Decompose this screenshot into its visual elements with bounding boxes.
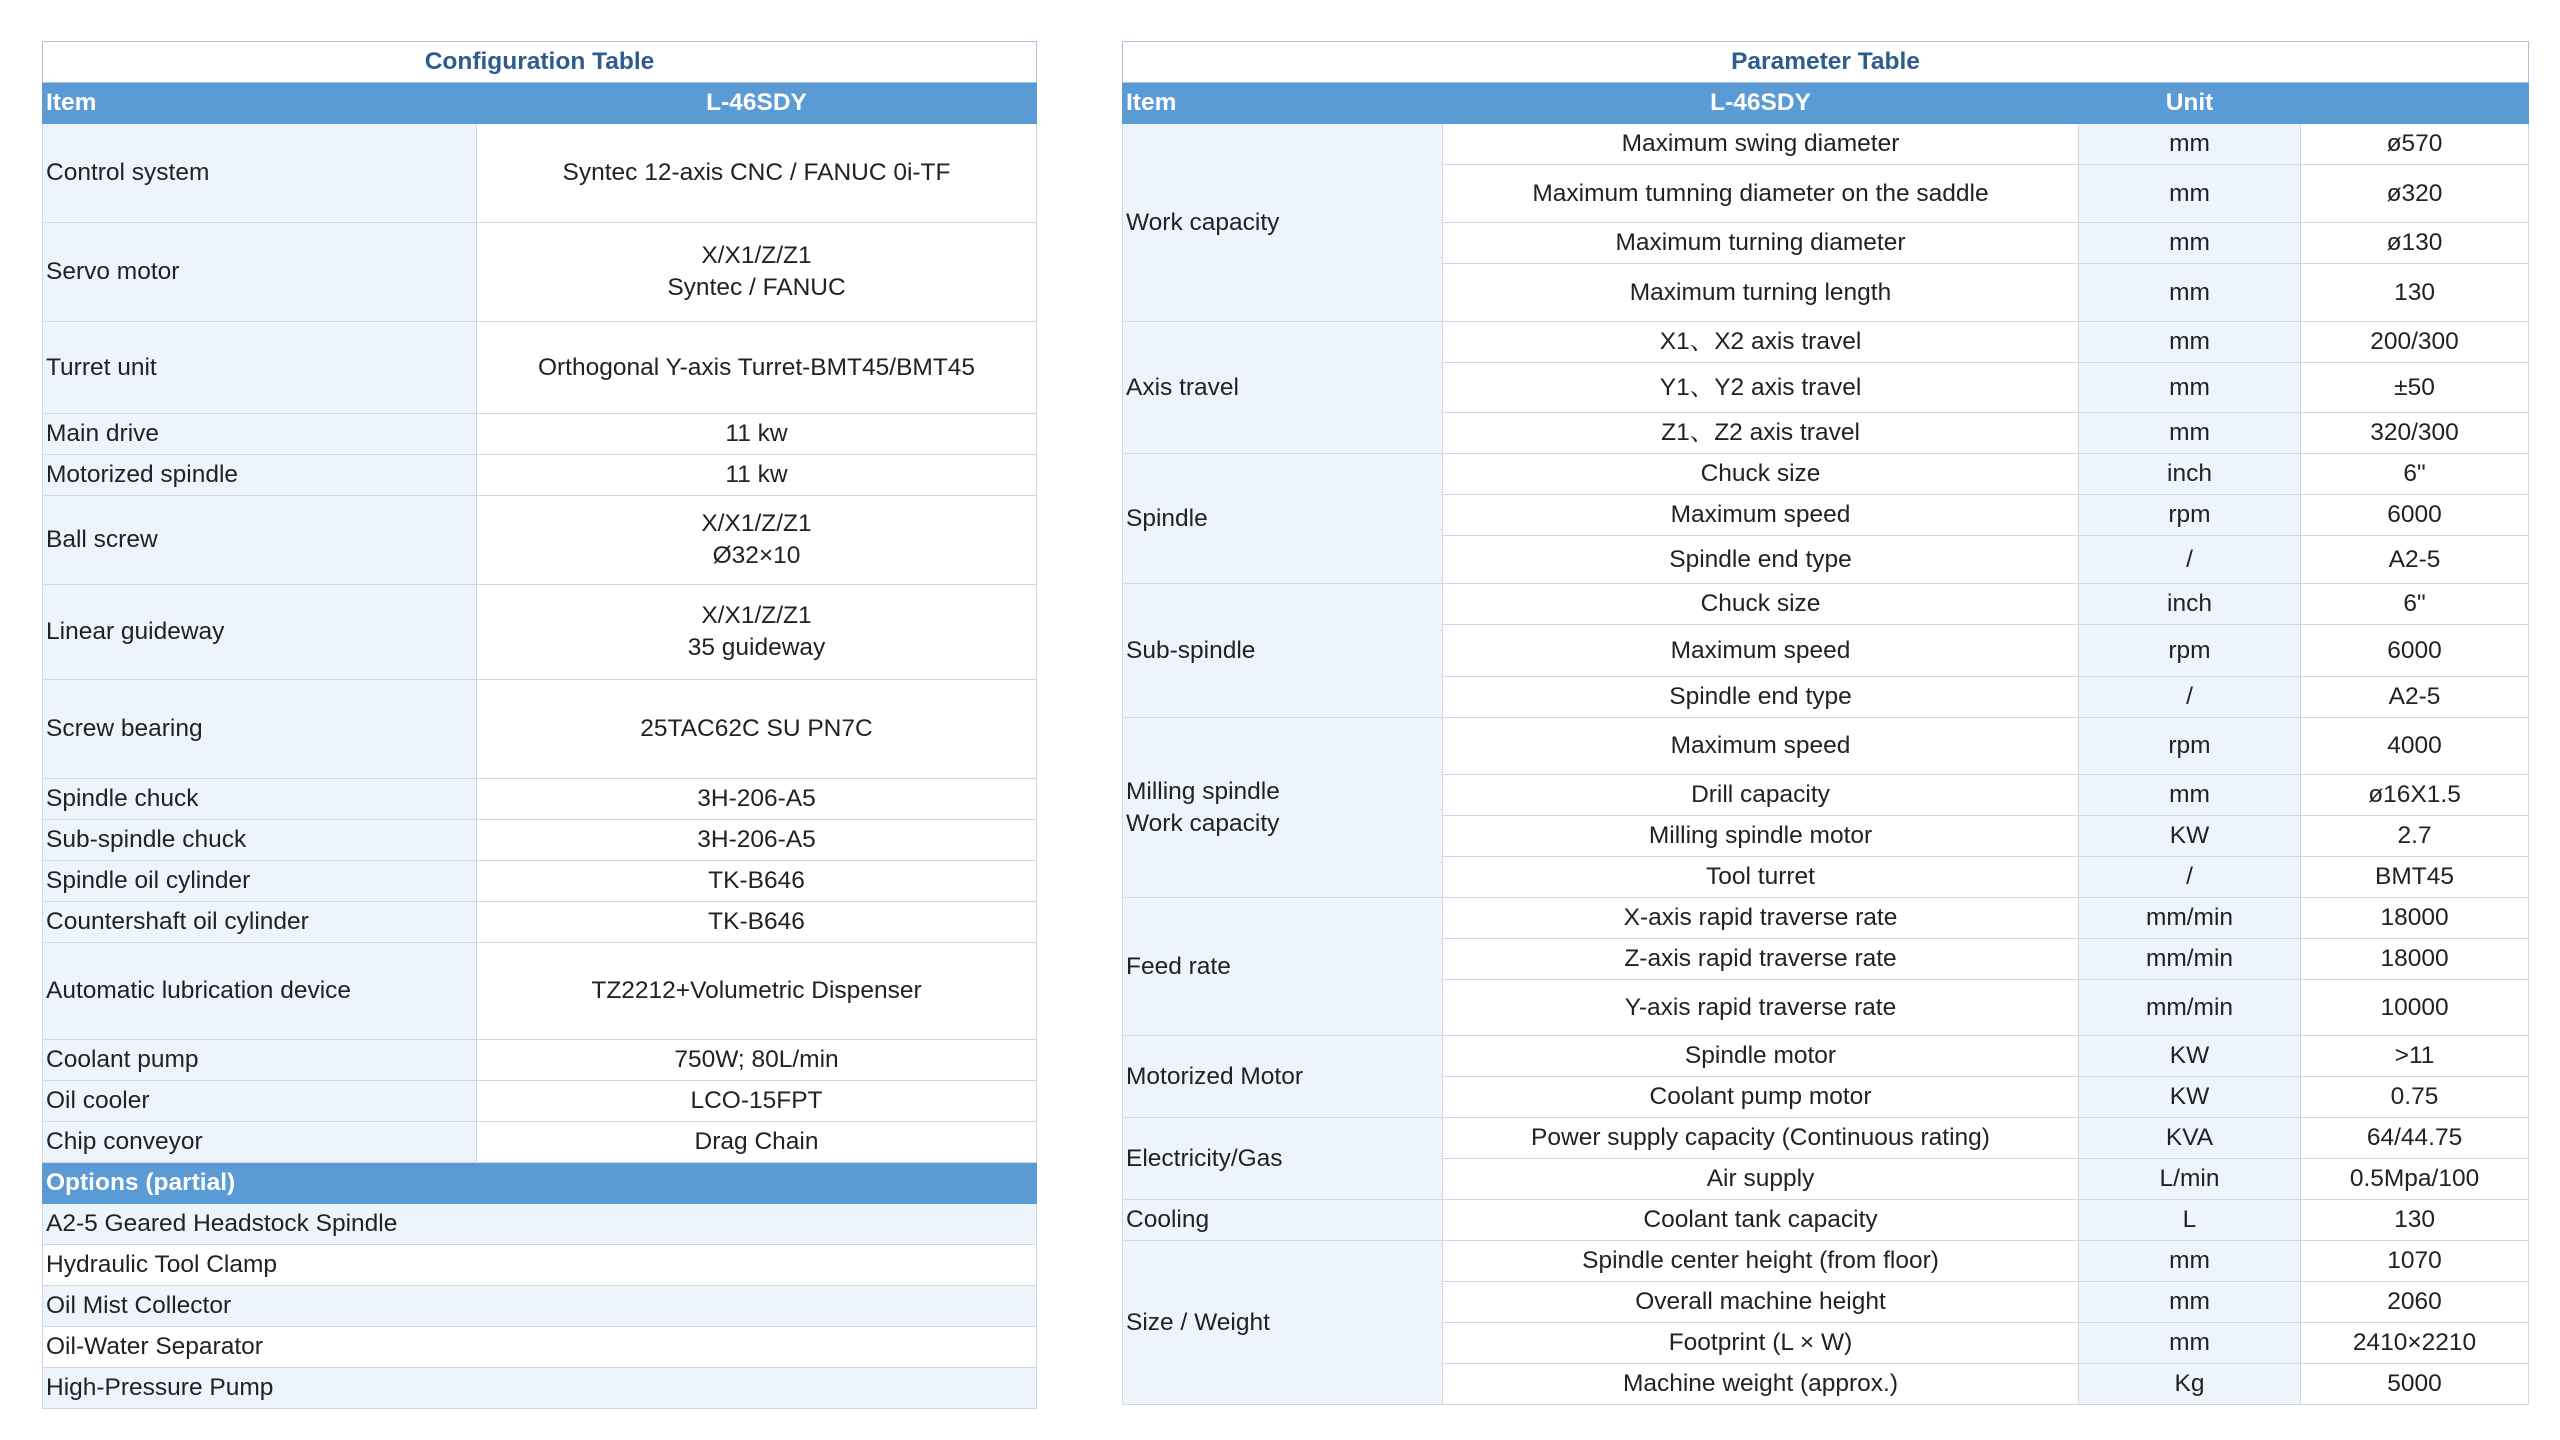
config-item-label: Linear guideway (43, 585, 477, 680)
param-unit: / (2079, 677, 2301, 718)
config-row (43, 820, 1037, 861)
param-group-label (1123, 1036, 1443, 1118)
param-group-label (1123, 718, 1443, 898)
config-item-label: Screw bearing (43, 680, 477, 779)
param-value: 6" (2301, 584, 2529, 625)
option-item: Oil-Water Separator (43, 1327, 1037, 1368)
param-name: Overall machine height (1443, 1282, 2079, 1323)
param-value: 0.75 (2301, 1077, 2529, 1118)
param-header-model: L-46SDY (1443, 83, 2079, 124)
param-value: 130 (2301, 1200, 2529, 1241)
config-item-value (477, 861, 1037, 902)
param-unit: inch (2079, 454, 2301, 495)
config-item-value (477, 496, 1037, 585)
param-value: 18000 (2301, 898, 2529, 939)
param-row (1123, 1200, 2529, 1241)
param-unit: / (2079, 857, 2301, 898)
param-name: Footprint (L × W) (1443, 1323, 2079, 1364)
option-row (43, 1245, 1037, 1286)
param-header-unit: Unit (2079, 83, 2301, 124)
param-group-line: Motorized Motor (1126, 1062, 1304, 1090)
config-item-label: Countershaft oil cylinder (43, 902, 477, 943)
param-group-label (1123, 1200, 1443, 1241)
param-value: 130 (2301, 264, 2529, 322)
param-group-line: Axis travel (1126, 373, 1240, 401)
param-name: Power supply capacity (Continuous rating) (1443, 1118, 2079, 1159)
param-group-line: Work capacity (1126, 208, 1280, 236)
param-unit: mm (2079, 124, 2301, 165)
param-value: 18000 (2301, 939, 2529, 980)
param-name: Z1、Z2 axis travel (1443, 413, 2079, 454)
param-name: Machine weight (approx.) (1443, 1364, 2079, 1405)
option-item: Hydraulic Tool Clamp (43, 1245, 1037, 1286)
config-item-label: Spindle chuck (43, 779, 477, 820)
option-row (43, 1286, 1037, 1327)
config-row (43, 124, 1037, 223)
param-unit: KVA (2079, 1118, 2301, 1159)
config-item-value (477, 779, 1037, 820)
param-group-label (1123, 454, 1443, 584)
param-unit: mm/min (2079, 939, 2301, 980)
parameter-title-row (1123, 42, 2529, 83)
config-row (43, 322, 1037, 414)
options-title: Options (partial) (43, 1163, 1037, 1204)
config-header-item: Item (43, 83, 477, 124)
option-row (43, 1327, 1037, 1368)
param-value: 0.5Mpa/100 (2301, 1159, 2529, 1200)
param-unit: KW (2079, 1077, 2301, 1118)
param-group-line: Electricity/Gas (1126, 1144, 1283, 1172)
config-item-value (477, 820, 1037, 861)
config-value-line: TK-B646 (708, 908, 805, 935)
param-name: Z-axis rapid traverse rate (1443, 939, 2079, 980)
config-item-label: Spindle oil cylinder (43, 861, 477, 902)
param-value: >11 (2301, 1036, 2529, 1077)
configuration-table (42, 41, 1037, 1409)
config-item-value (477, 1122, 1037, 1163)
param-value: BMT45 (2301, 857, 2529, 898)
param-row (1123, 1118, 2529, 1159)
configuration-title-row (43, 42, 1037, 83)
param-value: ø130 (2301, 223, 2529, 264)
param-name: Spindle end type (1443, 677, 2079, 718)
param-group-label (1123, 124, 1443, 322)
param-value: ø320 (2301, 165, 2529, 223)
config-row (43, 861, 1037, 902)
param-name: Maximum speed (1443, 495, 2079, 536)
config-item-label: Oil cooler (43, 1081, 477, 1122)
config-value-line: Syntec 12-axis CNC / FANUC 0i-TF (562, 159, 951, 186)
param-group-label (1123, 322, 1443, 454)
param-value: 2.7 (2301, 816, 2529, 857)
param-group-line: Sub-spindle (1126, 636, 1256, 664)
config-row (43, 455, 1037, 496)
config-row (43, 223, 1037, 322)
param-group-line: Size / Weight (1126, 1308, 1270, 1336)
config-item-value (477, 414, 1037, 455)
param-name: Tool turret (1443, 857, 2079, 898)
config-item-value (477, 455, 1037, 496)
option-item: Oil Mist Collector (43, 1286, 1037, 1327)
config-item-label: Servo motor (43, 223, 477, 322)
param-name: Chuck size (1443, 454, 2079, 495)
param-unit: KW (2079, 1036, 2301, 1077)
config-row (43, 585, 1037, 680)
param-unit: rpm (2079, 495, 2301, 536)
config-item-value (477, 1081, 1037, 1122)
param-value: 5000 (2301, 1364, 2529, 1405)
param-group-label (1123, 1241, 1443, 1405)
param-group-line: Milling spindle (1126, 777, 1280, 805)
param-name: Maximum turning length (1443, 264, 2079, 322)
param-unit: mm (2079, 413, 2301, 454)
param-unit: mm (2079, 775, 2301, 816)
param-value: 2410×2210 (2301, 1323, 2529, 1364)
config-value-line: X/X1/Z/Z1 (701, 602, 812, 629)
config-row (43, 680, 1037, 779)
param-name: Air supply (1443, 1159, 2079, 1200)
param-value: 10000 (2301, 980, 2529, 1036)
param-unit: L (2079, 1200, 2301, 1241)
param-row (1123, 124, 2529, 165)
parameter-table-body (1123, 42, 2529, 1405)
config-item-value (477, 1040, 1037, 1081)
param-name: Maximum speed (1443, 625, 2079, 677)
parameter-header-row (1123, 83, 2529, 124)
configuration-header-row (43, 83, 1037, 124)
param-name: Coolant tank capacity (1443, 1200, 2079, 1241)
param-row (1123, 1241, 2529, 1282)
param-name: Maximum tumning diameter on the saddle (1443, 165, 2079, 223)
param-unit: inch (2079, 584, 2301, 625)
param-value: 6000 (2301, 495, 2529, 536)
config-row (43, 414, 1037, 455)
param-unit: mm (2079, 264, 2301, 322)
param-name: Spindle end type (1443, 536, 2079, 584)
param-unit: / (2079, 536, 2301, 584)
config-value-line: 3H-206-A5 (697, 785, 816, 812)
config-value-line: Drag Chain (694, 1128, 819, 1155)
option-item: A2-5 Geared Headstock Spindle (43, 1204, 1037, 1245)
param-value: ø16X1.5 (2301, 775, 2529, 816)
param-header-item: Item (1123, 83, 1443, 124)
param-name: Spindle motor (1443, 1036, 2079, 1077)
config-item-value (477, 322, 1037, 414)
config-header-model: L-46SDY (477, 83, 1037, 124)
config-item-value (477, 124, 1037, 223)
config-value-line: Syntec / FANUC (667, 274, 846, 301)
param-value: 320/300 (2301, 413, 2529, 454)
param-name: Chuck size (1443, 584, 2079, 625)
param-value: ±50 (2301, 363, 2529, 413)
param-row (1123, 322, 2529, 363)
param-row (1123, 584, 2529, 625)
param-unit: Kg (2079, 1364, 2301, 1405)
param-unit: mm (2079, 1323, 2301, 1364)
param-value: 6" (2301, 454, 2529, 495)
parameter-table-title: Parameter Table (1123, 42, 2529, 83)
param-group-label (1123, 898, 1443, 1036)
config-item-label: Sub-spindle chuck (43, 820, 477, 861)
param-row (1123, 1036, 2529, 1077)
param-unit: mm (2079, 363, 2301, 413)
param-name: Coolant pump motor (1443, 1077, 2079, 1118)
param-value: 6000 (2301, 625, 2529, 677)
param-group-line: Cooling (1126, 1206, 1210, 1233)
config-value-line: Ø32×10 (712, 542, 801, 569)
config-value-line: 750W; 80L/min (674, 1046, 839, 1073)
param-value: A2-5 (2301, 677, 2529, 718)
config-item-value (477, 943, 1037, 1040)
config-row (43, 1122, 1037, 1163)
options-header-row (43, 1163, 1037, 1204)
param-group-line: Work capacity (1126, 809, 1280, 837)
param-group-line: Feed rate (1126, 952, 1231, 980)
param-name: Spindle center height (from floor) (1443, 1241, 2079, 1282)
config-value-line: 25TAC62C SU PN7C (640, 715, 873, 742)
config-value-line: X/X1/Z/Z1 (701, 242, 812, 269)
param-name: Y1、Y2 axis travel (1443, 363, 2079, 413)
config-value-line: TK-B646 (708, 867, 805, 894)
config-value-line: 3H-206-A5 (697, 826, 816, 853)
param-header-value (2301, 83, 2529, 124)
param-name: Y-axis rapid traverse rate (1443, 980, 2079, 1036)
config-row (43, 779, 1037, 820)
param-name: Milling spindle motor (1443, 816, 2079, 857)
param-value: 1070 (2301, 1241, 2529, 1282)
config-row (43, 902, 1037, 943)
config-row (43, 1040, 1037, 1081)
param-name: Maximum swing diameter (1443, 124, 2079, 165)
param-unit: mm (2079, 223, 2301, 264)
config-item-label: Ball screw (43, 496, 477, 585)
param-unit: KW (2079, 816, 2301, 857)
config-row (43, 943, 1037, 1040)
param-unit: mm (2079, 322, 2301, 363)
config-item-value (477, 223, 1037, 322)
parameter-table (1122, 41, 2529, 1405)
param-group-label (1123, 584, 1443, 718)
param-unit: L/min (2079, 1159, 2301, 1200)
param-value: 200/300 (2301, 322, 2529, 363)
param-name: X-axis rapid traverse rate (1443, 898, 2079, 939)
option-item: High-Pressure Pump (43, 1368, 1037, 1409)
config-item-value (477, 585, 1037, 680)
param-value: ø570 (2301, 124, 2529, 165)
config-item-value (477, 680, 1037, 779)
param-group-label (1123, 1118, 1443, 1200)
param-value: A2-5 (2301, 536, 2529, 584)
param-unit: mm/min (2079, 980, 2301, 1036)
config-item-label: Main drive (43, 414, 477, 455)
param-row (1123, 454, 2529, 495)
param-value: 2060 (2301, 1282, 2529, 1323)
config-value-line: 11 kw (725, 461, 788, 488)
param-row (1123, 898, 2529, 939)
config-row (43, 496, 1037, 585)
config-item-label: Turret unit (43, 322, 477, 414)
configuration-table-title: Configuration Table (43, 42, 1037, 83)
param-unit: mm (2079, 165, 2301, 223)
param-name: Drill capacity (1443, 775, 2079, 816)
param-group-line: Spindle (1126, 504, 1208, 532)
config-row (43, 1081, 1037, 1122)
config-item-label: Chip conveyor (43, 1122, 477, 1163)
param-unit: rpm (2079, 625, 2301, 677)
param-name: Maximum speed (1443, 718, 2079, 775)
config-item-value (477, 902, 1037, 943)
configuration-table-body (43, 42, 1037, 1409)
param-unit: rpm (2079, 718, 2301, 775)
param-value: 64/44.75 (2301, 1118, 2529, 1159)
config-value-line: Orthogonal Y-axis Turret-BMT45/BMT45 (537, 353, 976, 381)
param-value: 4000 (2301, 718, 2529, 775)
option-row (43, 1368, 1037, 1409)
param-name: Maximum turning diameter (1443, 223, 2079, 264)
param-row (1123, 718, 2529, 775)
config-item-label: Control system (43, 124, 477, 223)
config-value-line: 11 kw (725, 420, 788, 447)
config-value-line: TZ2212+Volumetric Dispenser (591, 977, 922, 1004)
param-unit: mm (2079, 1241, 2301, 1282)
config-item-label: Motorized spindle (43, 455, 477, 496)
config-item-label: Coolant pump (43, 1040, 477, 1081)
option-row (43, 1204, 1037, 1245)
config-value-line: 35 guideway (687, 634, 826, 661)
config-value-line: X/X1/Z/Z1 (701, 510, 812, 537)
param-unit: mm/min (2079, 898, 2301, 939)
param-unit: mm (2079, 1282, 2301, 1323)
param-name: X1、X2 axis travel (1443, 322, 2079, 363)
config-item-label: Automatic lubrication device (43, 943, 477, 1040)
config-value-line: LCO-15FPT (690, 1087, 823, 1114)
